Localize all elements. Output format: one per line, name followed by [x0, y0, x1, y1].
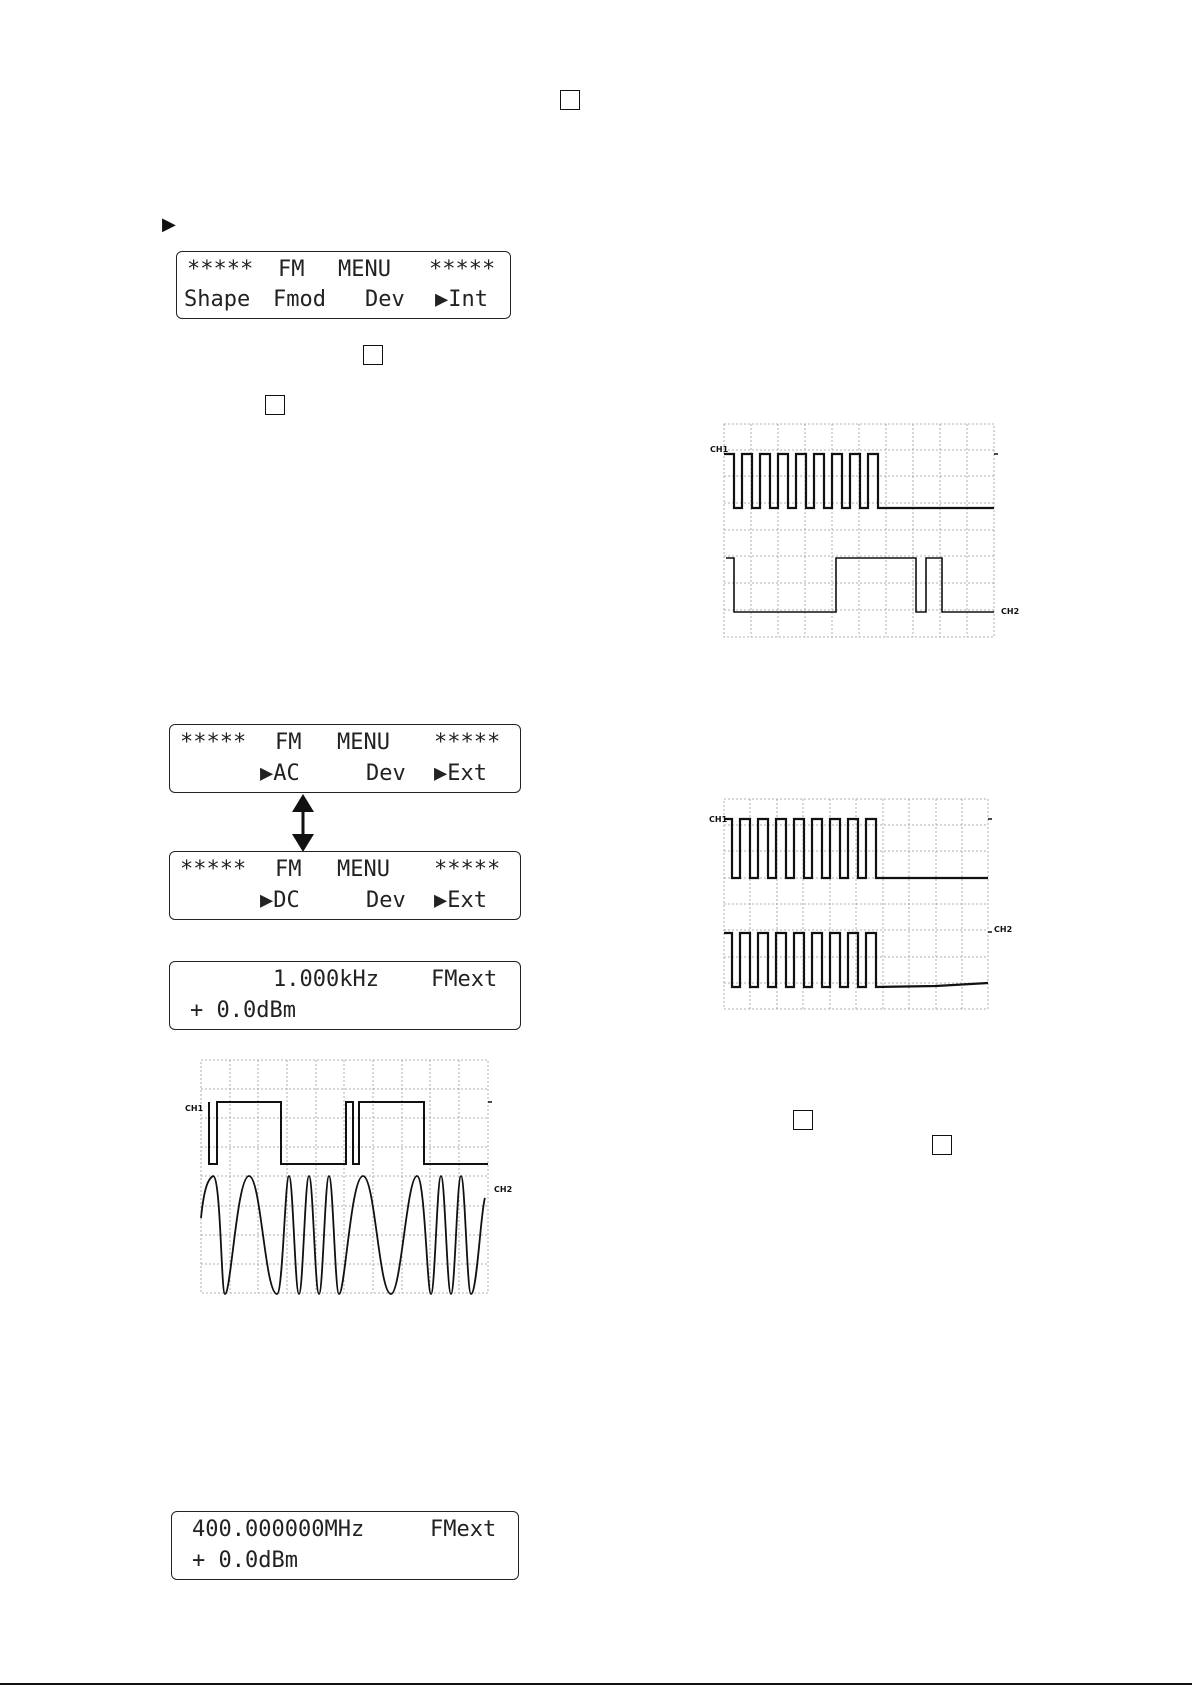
lcd-menu: MENU [337, 730, 390, 755]
ch1-trace [724, 454, 994, 508]
lcd-menu: MENU [337, 857, 390, 882]
lcd-mode: FMext [431, 967, 498, 992]
scope-grid [201, 1060, 488, 1293]
key-box-symbol [265, 395, 285, 415]
ch2-label: CH2 [1001, 607, 1020, 616]
lcd-frequency: 1.000kHz [273, 967, 379, 992]
lcd-stars-right: ***** [434, 730, 501, 755]
lcd-fm: FM [275, 857, 302, 882]
key-box-symbol [560, 90, 580, 110]
lcd-dc: ▶DC [260, 888, 300, 913]
lcd-freq-mhz [171, 1511, 519, 1580]
lcd-ext: ▶Ext [434, 888, 487, 913]
lcd-stars-left: ***** [187, 257, 254, 282]
lcd-frequency: 400.000000MHz [192, 1517, 365, 1542]
lcd-fm: FM [275, 730, 302, 755]
lcd-dev: Dev [365, 287, 405, 312]
lcd-dev: Dev [366, 888, 406, 913]
lcd-menu: MENU [338, 257, 391, 282]
lcd-ext: ▶Ext [434, 761, 487, 786]
lcd-level: + 0.0dBm [190, 998, 296, 1023]
ch1-trace [209, 1102, 488, 1164]
lcd-mode: FMext [430, 1517, 497, 1542]
key-box-symbol [932, 1135, 952, 1155]
scope-grid [724, 799, 988, 1009]
lcd-dev: Dev [366, 761, 406, 786]
lcd-int: ▶Int [435, 287, 488, 312]
lcd-level: + 0.0dBm [192, 1548, 298, 1573]
lcd-freq-khz [169, 961, 521, 1030]
ch1-label: CH1 [710, 445, 729, 454]
lcd-fm: FM [278, 257, 305, 282]
ch2-trace [726, 558, 994, 612]
key-box-symbol [363, 345, 383, 365]
lcd-fm-menu-dc [169, 851, 521, 920]
ch2-label: CH2 [494, 1185, 513, 1194]
lcd-ac: ▶AC [260, 761, 300, 786]
oscilloscope-trace-3 [181, 1058, 513, 1298]
toggle-double-arrow-icon [290, 792, 316, 854]
lcd-stars-left: ***** [180, 730, 247, 755]
key-box-symbol [793, 1110, 813, 1130]
lcd-fm-menu-ac [169, 724, 521, 793]
lcd-stars-right: ***** [429, 257, 496, 282]
lcd-fm-menu-int [176, 251, 511, 319]
lcd-stars-right: ***** [434, 857, 501, 882]
ch1-label: CH1 [709, 815, 728, 824]
lcd-stars-left: ***** [180, 857, 247, 882]
bullet-arrow-icon: ▶ [162, 214, 176, 234]
ch1-label: CH1 [185, 1104, 204, 1113]
lcd-shape: Shape [184, 287, 251, 312]
ch2-label: CH2 [994, 925, 1013, 934]
lcd-fmod: Fmod [273, 287, 326, 312]
oscilloscope-trace-2 [706, 797, 1016, 1015]
oscilloscope-trace-1 [706, 418, 1020, 644]
